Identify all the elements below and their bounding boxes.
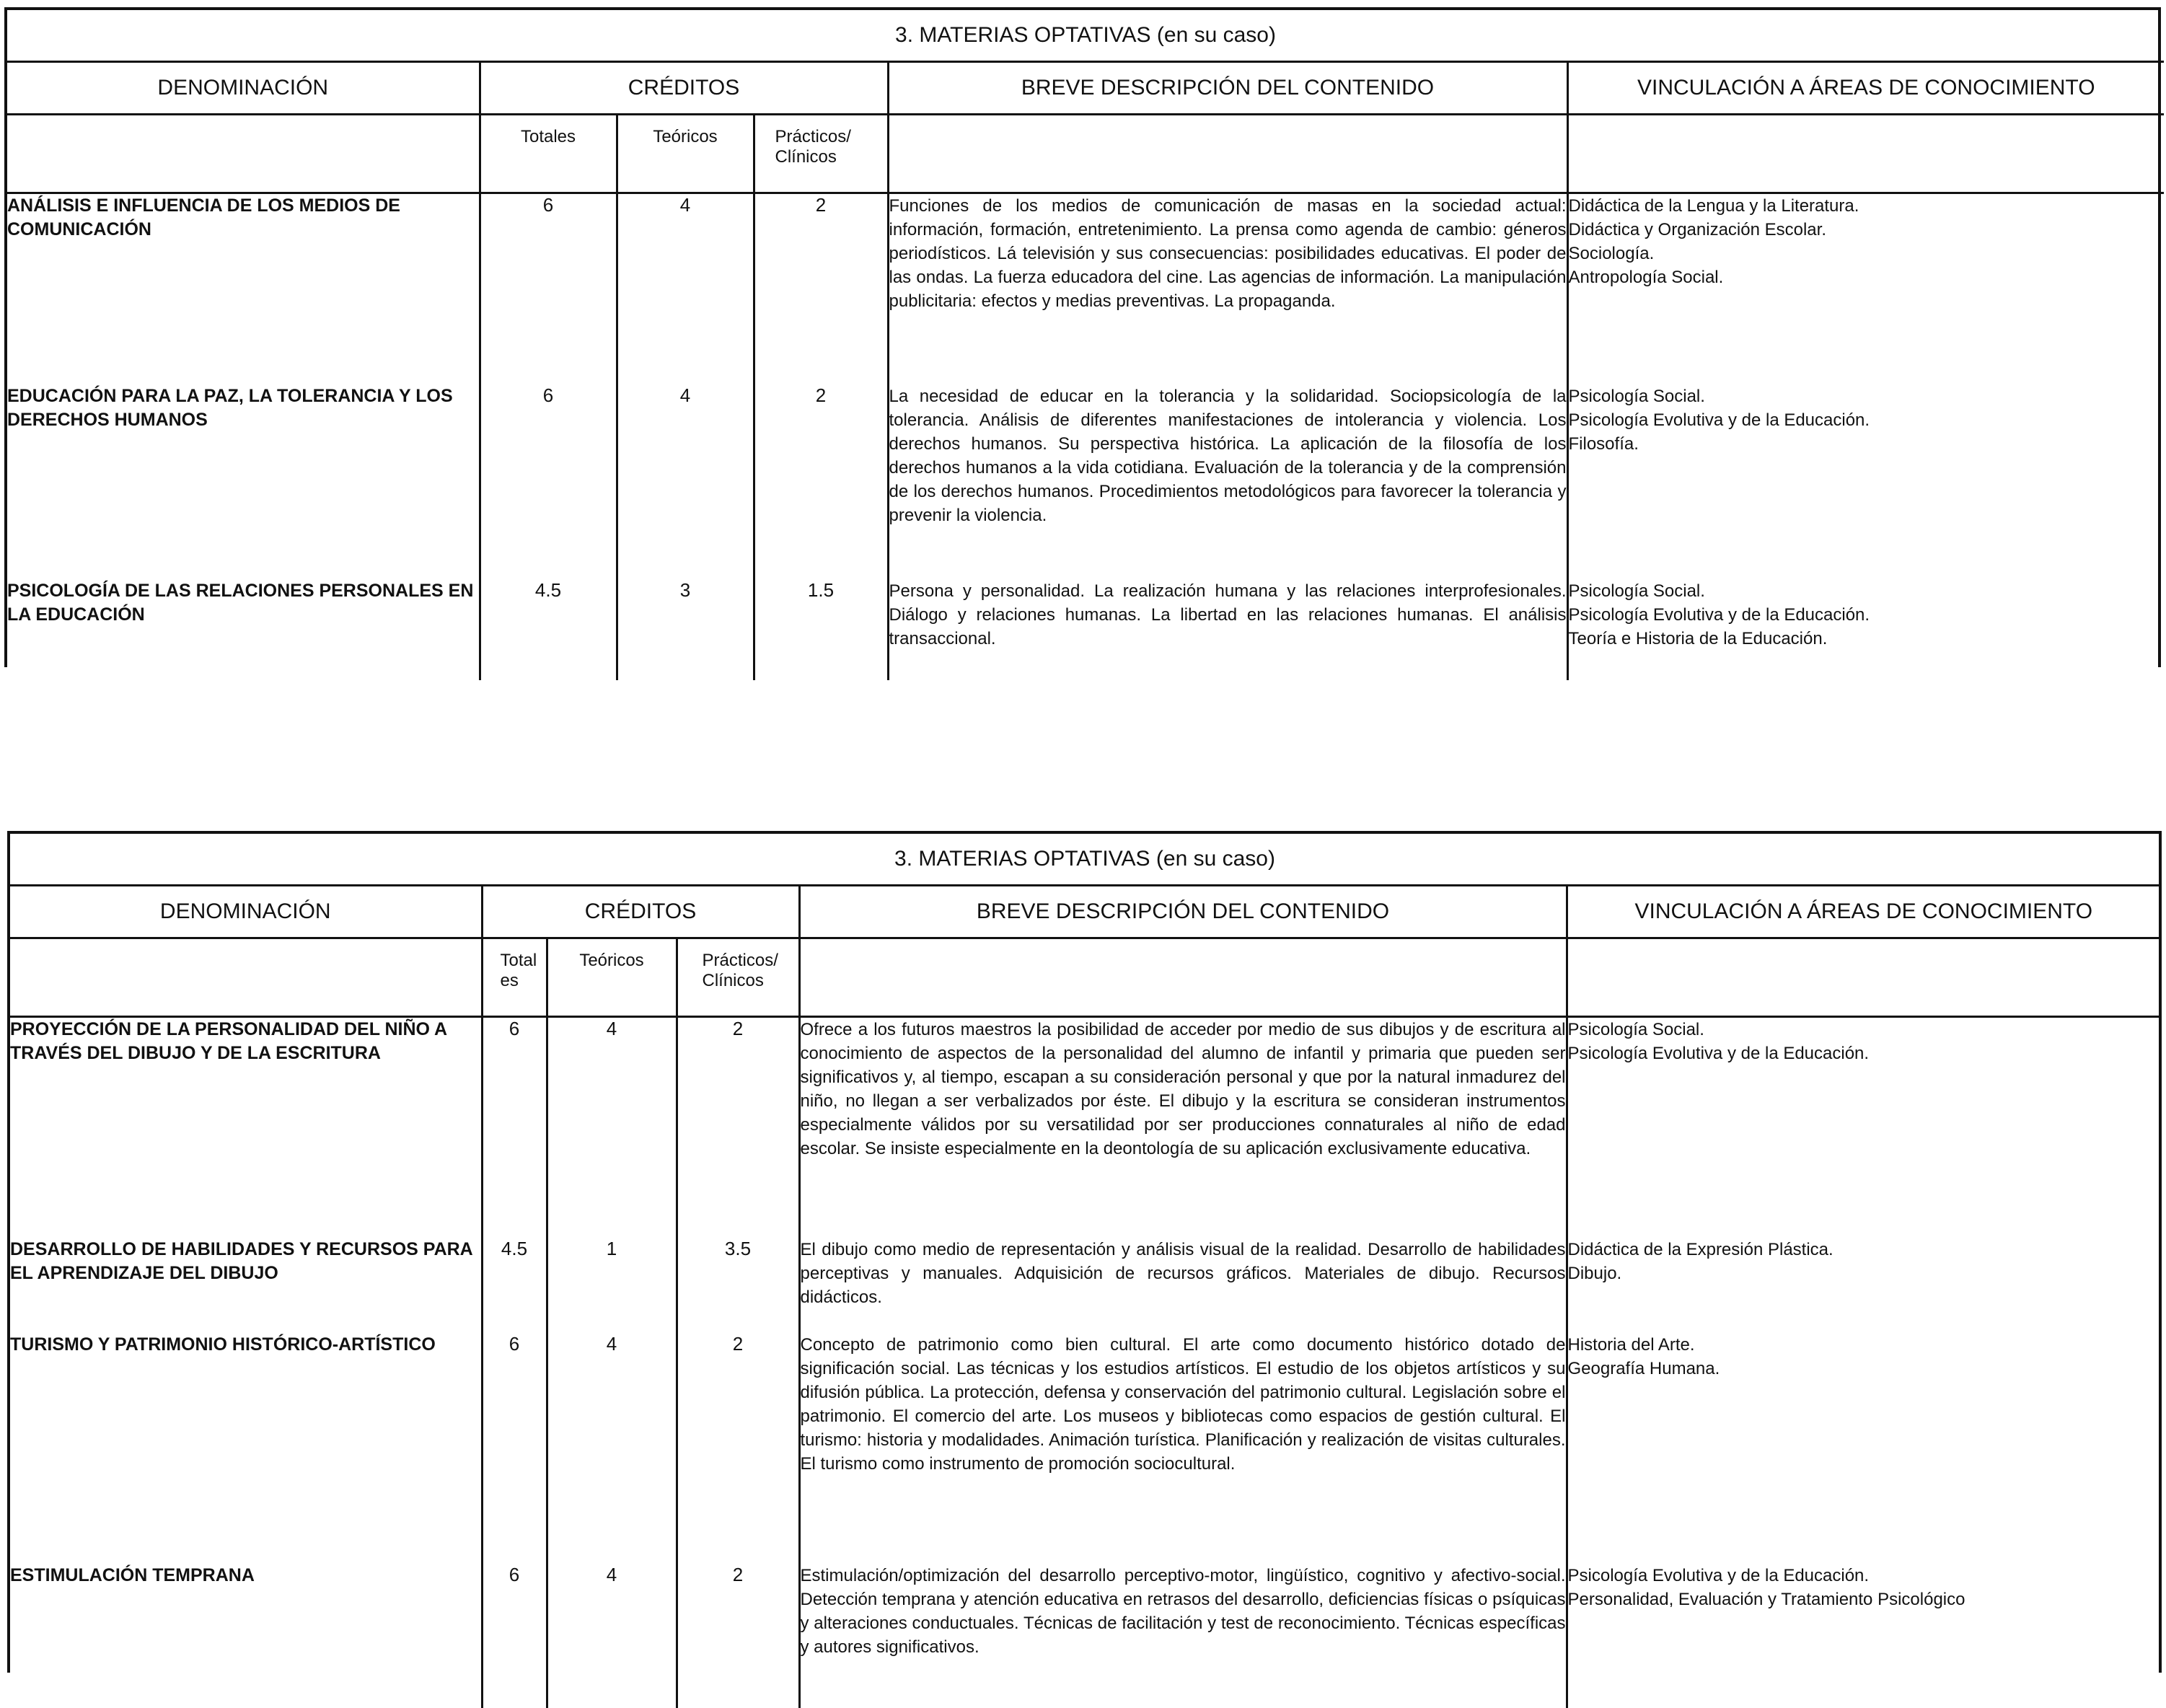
header-creditos: CRÉDITOS [482, 886, 799, 938]
header-vinculacion: VINCULACIÓN A ÁREAS DE CONOCIMIENTO [1567, 62, 2164, 115]
table-row [10, 1564, 2160, 1708]
credits-totales: 6 [482, 1017, 547, 1238]
header-vinculacion: VINCULACIÓN A ÁREAS DE CONOCIMIENTO [1567, 886, 2160, 938]
subject-areas [1567, 1564, 2160, 1708]
subheader-totales: Total es [482, 938, 547, 1017]
area-item: Psicología Evolutiva y de la Educación. [1568, 410, 1870, 430]
subject-name: PROYECCIÓN DE LA PERSONALIDAD DEL NIÑO A TRAVÉS DEL DIBUJO Y DE LA ESCRITURA [10, 1017, 482, 1238]
credits-practicos: 2 [754, 193, 888, 384]
subject-name: ANÁLISIS E INFLUENCIA DE LOS MEDIOS DE COMUNICACIÓN [7, 193, 480, 384]
credits-totales: 6 [480, 384, 617, 579]
subheader-teoricos: Teóricos [617, 115, 754, 193]
table-row [7, 384, 2164, 579]
area-item: Psicología Evolutiva y de la Educación. [1567, 1044, 1870, 1063]
subject-name: PSICOLOGÍA DE LAS RELACIONES PERSONALES EN LA EDUCACIÓN [7, 579, 480, 680]
header-descripcion: BREVE DESCRIPCIÓN DEL CONTENIDO [888, 62, 1567, 115]
subject-name: DESARROLLO DE HABILIDADES Y RECURSOS PARA EL APRENDIZAJE DEL DIBUJO [10, 1238, 482, 1333]
subject-description: Concepto de patrimonio como bien cultural. El arte como documento histórico dotado de significación social. Las técnicas y los estudios artísticos. El estudio de los objetos artísticos y su difusión pública. La protección, defensa y conservación del patrimonio cultural. Legislación sobre el patrimonio. El comercio del arte. Los museos y bibliotecas como espacios de gestión cultural. El turismo: historia y modalidades. Animación turística. Planificación y realización de visitas culturales. El turismo como instrumento de promoción sociocultural. [799, 1333, 1567, 1564]
table-row [10, 1238, 2160, 1333]
area-item: Dibujo. [1567, 1263, 1622, 1283]
subheader-empty [1567, 938, 2160, 1017]
subheader-empty [799, 938, 1567, 1017]
subject-description: La necesidad de educar en la tolerancia y la solidaridad. Sociopsicología de la tolerancia. Análisis de diferentes manifestaciones de intolerancia y violencia. Los derechos humanos. Su perspectiva histórica. La aplicación de la filosofía de los derechos humanos a la vida cotidiana. Evaluación de la tolerancia y de la comprensión de los derechos humanos. Procedimientos metodológicos para favorecer la tolerancia y prevenir la violencia. [888, 384, 1567, 579]
area-item: Psicología Social. [1568, 581, 1705, 601]
subject-description: El dibujo como medio de representación y análisis visual de la realidad. Desarrollo de habilidades perceptivas y manuales. Adquisición de recursos gráficos. Materiales de dibujo. Recursos didácticos. [799, 1238, 1567, 1333]
area-item: Psicología Evolutiva y de la Educación. [1567, 1565, 1870, 1585]
header-denominacion: DENOMINACIÓN [7, 62, 480, 115]
credits-practicos: 2 [677, 1333, 799, 1564]
credits-teoricos: 3 [617, 579, 754, 680]
area-item: Psicología Evolutiva y de la Educación. [1568, 604, 1870, 625]
credits-practicos: 2 [677, 1017, 799, 1238]
area-item: Teoría e Historia de la Educación. [1568, 628, 1828, 648]
credits-practicos: 2 [677, 1564, 799, 1708]
credits-practicos: 2 [754, 384, 888, 579]
credits-totales: 6 [482, 1333, 547, 1564]
credits-teoricos: 4 [547, 1017, 677, 1238]
credits-teoricos: 4 [547, 1333, 677, 1564]
subject-description: Ofrece a los futuros maestros la posibilidad de acceder por medio de sus dibujos y de escritura al conocimiento de aspectos de la personalidad del alumno de infantil y primaria que pueden ser significativos y, al tiempo, escapan a su consideración personal y que por la natural inmadurez del niño, no llegan a ser verbalizados por éste. El dibujo y la escritura se consideran instrumentos especialmente válidos por su versatilidad por ser producciones connaturales al niño de edad escolar. Se insiste especialmente en la deontología de su aplicación exclusivamente educativa. [799, 1017, 1567, 1238]
subjects-table-2 [7, 831, 2162, 1673]
credits-teoricos: 4 [547, 1564, 677, 1708]
credits-practicos: 3.5 [677, 1238, 799, 1333]
subject-name: EDUCACIÓN PARA LA PAZ, LA TOLERANCIA Y LOS DERECHOS HUMANOS [7, 384, 480, 579]
area-item: Antropología Social. [1568, 268, 1724, 287]
subheader-practicos: Prácticos/ Clínicos [754, 115, 888, 193]
table-row [10, 1333, 2160, 1564]
area-item: Psicología Social. [1568, 386, 1705, 406]
area-item: Didáctica y Organización Escolar. [1568, 220, 1826, 239]
credits-practicos: 1.5 [754, 579, 888, 680]
subject-areas [1567, 1017, 2160, 1238]
subject-areas [1567, 1333, 2160, 1564]
table-title: 3. MATERIAS OPTATIVAS (en su caso) [7, 10, 2164, 62]
subject-name: ESTIMULACIÓN TEMPRANA [10, 1564, 482, 1708]
subjects-table-1 [4, 7, 2161, 667]
subheader-empty [1567, 115, 2164, 193]
subject-areas [1567, 1238, 2160, 1333]
area-item: Psicología Social. [1567, 1020, 1704, 1039]
header-descripcion: BREVE DESCRIPCIÓN DEL CONTENIDO [799, 886, 1567, 938]
area-item: Filosofía. [1568, 433, 1639, 454]
credits-totales: 6 [482, 1564, 547, 1708]
credits-teoricos: 4 [617, 193, 754, 384]
subject-name: TURISMO Y PATRIMONIO HISTÓRICO-ARTÍSTICO [10, 1333, 482, 1564]
subheader-empty [888, 115, 1567, 193]
subject-description: Persona y personalidad. La realización humana y las relaciones interprofesionales. Diálogo y relaciones humanas. La libertad en las relaciones humanas. El análisis transaccional. [888, 579, 1567, 680]
credits-teoricos: 4 [617, 384, 754, 579]
subheader-totales: Totales [480, 115, 617, 193]
subheader-empty [7, 115, 480, 193]
area-item: Sociología. [1568, 244, 1655, 263]
area-item: Didáctica de la Expresión Plástica. [1567, 1239, 1833, 1259]
subheader-practicos: Prácticos/ Clínicos [677, 938, 799, 1017]
subheader-teoricos: Teóricos [547, 938, 677, 1017]
subject-description: Funciones de los medios de comunicación de masas en la sociedad actual: información, formación, entretenimiento. La prensa como agenda de cambio: géneros periodísticos. Lá televisión y sus consecuencias: posibilidades educativas. El poder de las ondas. La fuerza educadora del cine. Las agencias de información. La manipulación publicitaria: efectos y medias preventivas. La propaganda. [888, 193, 1567, 384]
area-item: Historia del Arte. [1567, 1334, 1695, 1355]
table-title: 3. MATERIAS OPTATIVAS (en su caso) [10, 834, 2160, 886]
area-item: Personalidad, Evaluación y Tratamiento Psicológico [1567, 1589, 1965, 1609]
header-denominacion: DENOMINACIÓN [10, 886, 482, 938]
credits-totales: 4.5 [480, 579, 617, 680]
subject-areas [1567, 384, 2164, 579]
subject-areas [1567, 579, 2164, 680]
header-creditos: CRÉDITOS [480, 62, 888, 115]
table-row [7, 579, 2164, 680]
credits-totales: 4.5 [482, 1238, 547, 1333]
credits-totales: 6 [480, 193, 617, 384]
area-item: Geografía Humana. [1567, 1358, 1720, 1378]
area-item: Didáctica de la Lengua y la Literatura. [1568, 196, 1859, 216]
credits-teoricos: 1 [547, 1238, 677, 1333]
table-row [10, 1017, 2160, 1238]
subheader-empty [10, 938, 482, 1017]
subject-areas [1567, 193, 2164, 384]
table-row [7, 193, 2164, 384]
subject-description: Estimulación/optimización del desarrollo perceptivo-motor, lingüístico, cognitivo y afectivo-social. Detección temprana y atención educativa en retrasos del desarrollo, deficiencias físicas o psíquicas y alteraciones conductuales. Técnicas de facilitación y test de reconocimiento. Técnicas específicas y autores significativos. [799, 1564, 1567, 1708]
